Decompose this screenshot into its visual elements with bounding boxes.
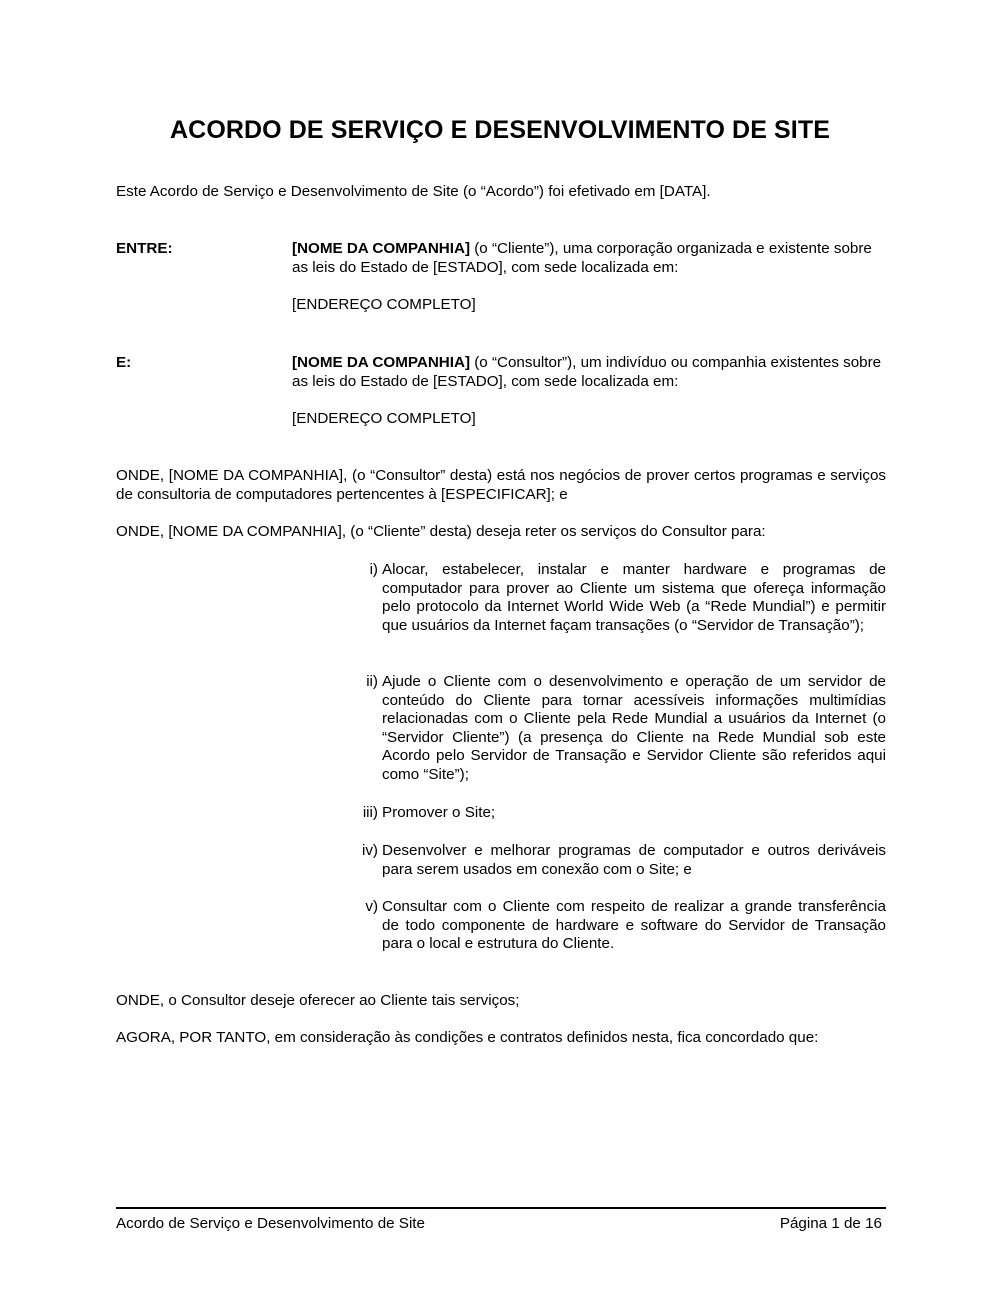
list-item-number: iv) xyxy=(361,842,378,859)
list-item-text: Promover o Site; xyxy=(382,804,496,821)
party-client-description xyxy=(292,240,886,277)
whereas-consultant-paragraph: ONDE, [NOME DA COMPANHIA], (o “Consultor” desta) está nos negócios de prover certos programas e serviços de consultoria de computadores pertencentes à [ESPECIFICAR]; e xyxy=(116,467,886,503)
footer-page-number: Página 1 de 16 xyxy=(779,1215,882,1232)
list-item xyxy=(340,898,886,954)
list-item-text: Alocar, estabelecer, instalar e manter hardware e programas de computador para prover ao Cliente um sistema que ofereça informação pelo protocolo da Internet World Wide Web (a “Rede Mundial”) e permitir que usuários da Internet façam transações (o “Servidor de Transação”); xyxy=(382,561,886,634)
list-item xyxy=(340,561,886,635)
list-item xyxy=(340,842,886,879)
list-item-text: Desenvolver e melhorar programas de computador e outros deriváveis para serem usados em conexão com o Site; e xyxy=(382,842,886,878)
party-label-between: ENTRE: xyxy=(116,240,173,257)
list-item-number: ii) xyxy=(366,673,378,690)
party-client-text: (o “Cliente”), uma corporação organizada e existente sobre as leis do Estado de [ESTADO], com sede localizada em: xyxy=(292,240,872,276)
list-item-number: iii) xyxy=(362,804,378,821)
party-label-and: E: xyxy=(116,354,132,371)
footer-document-title: Acordo de Serviço e Desenvolvimento de Site xyxy=(116,1215,425,1232)
intro-paragraph: Este Acordo de Serviço e Desenvolvimento de Site (o “Acordo”) foi efetivado em [DATA]. xyxy=(116,183,711,200)
footer-divider xyxy=(116,1207,886,1209)
list-item xyxy=(340,804,886,823)
list-item-text: Consultar com o Cliente com respeito de realizar a grande transferência de todo componente de hardware e software do Servidor de Transação para o local e estrutura do Cliente. xyxy=(382,898,886,952)
party-client-address: [ENDEREÇO COMPLETO] xyxy=(292,296,476,313)
list-item-number: v) xyxy=(365,898,378,915)
party-consultant-description xyxy=(292,354,886,391)
now-therefore-paragraph: AGORA, POR TANTO, em consideração às condições e contratos definidos nesta, fica concordado que: xyxy=(116,1029,819,1046)
list-item-text: Ajude o Cliente com o desenvolvimento e operação de um servidor de conteúdo do Cliente para tornar acessíveis informações multimídias relacionadas com o Cliente pela Rede Mundial a usuários da Internet (o “Servidor Cliente”) (a presença do Cliente na Rede Mundial sob este Acordo pelo Servidor de Transação e Servidor Cliente são referidos aqui como “Site”); xyxy=(382,673,886,783)
party-client-name: [NOME DA COMPANHIA] xyxy=(292,240,471,257)
whereas-client-paragraph: ONDE, [NOME DA COMPANHIA], (o “Cliente” desta) deseja reter os serviços do Consultor para: xyxy=(116,523,766,540)
party-consultant-name: [NOME DA COMPANHIA] xyxy=(292,354,471,371)
list-item-number: i) xyxy=(369,561,378,578)
whereas-offer-paragraph: ONDE, o Consultor deseje oferecer ao Cliente tais serviços; xyxy=(116,992,520,1009)
list-item xyxy=(340,673,886,784)
party-consultant-address: [ENDEREÇO COMPLETO] xyxy=(292,410,476,427)
party-consultant-text: (o “Consultor”), um indivíduo ou companhia existentes sobre as leis do Estado de [ESTADO], com sede localizada em: xyxy=(292,354,882,390)
document-title: ACORDO DE SERVIÇO E DESENVOLVIMENTO DE SITE xyxy=(170,116,830,144)
